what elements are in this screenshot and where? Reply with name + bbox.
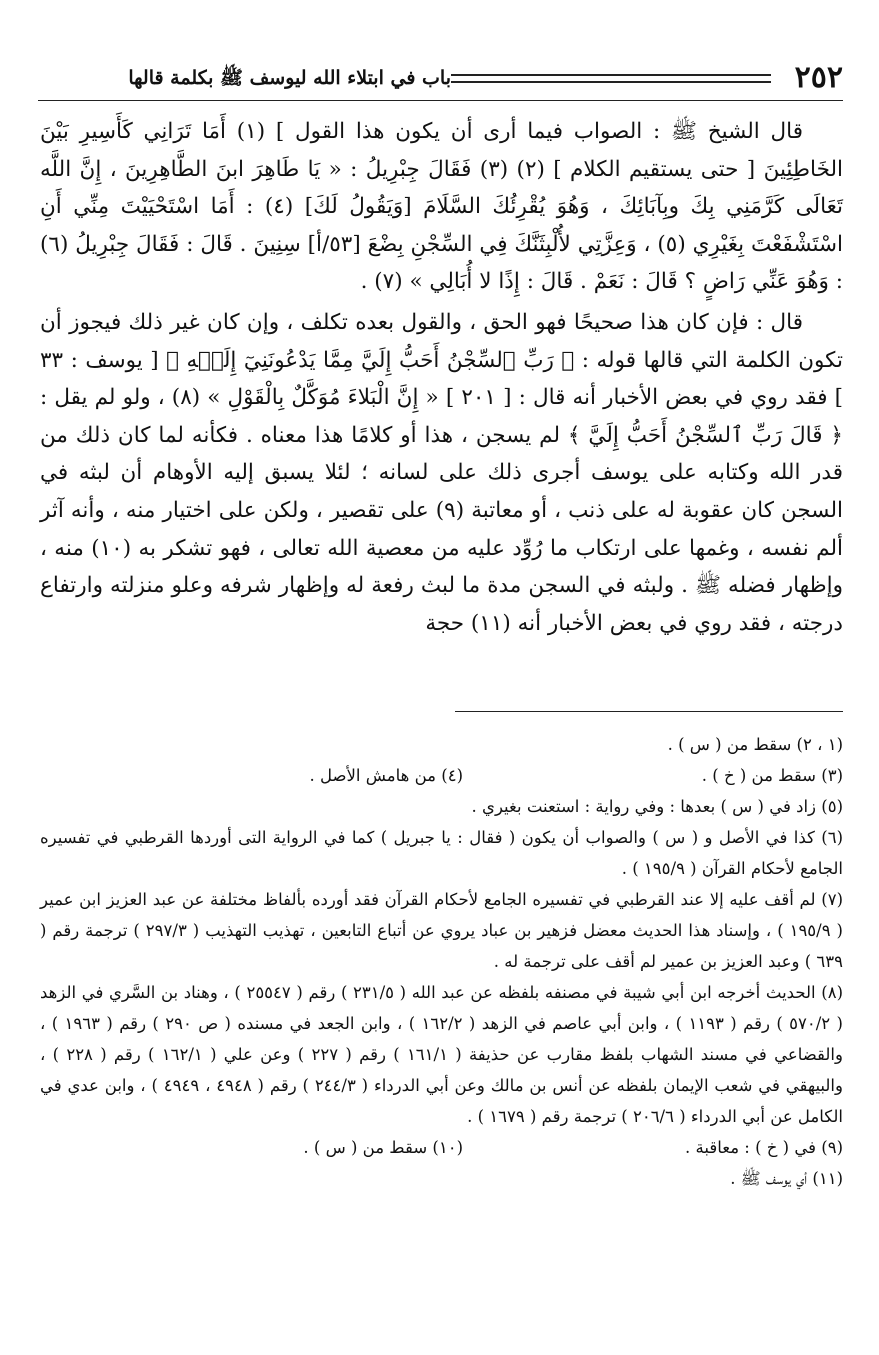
paragraph-text: قال الشيخ ﷺ : الصواب فيما أرى أن يكون هذا القول ] (١) أَمَا تَرَانِي كَأَسِيرِ بَيْنَ الخَاطِئِينَ [ حتى يستقيم الكلام ] (٢) (٣) فَقَالَ جِبْرِيلُ : « يَا طَاهِرَ ابنَ الطَّاهِرِينَ ، إِنَّ اللَّه تَعَالَى كَرَّمَنِي بِكَ وبِآبَائِكَ ، وَهُوَ يُقْرِئُكَ السَّلَامَ [وَيَقُولُ لَكَ] (٤) : أَمَا اسْتَحْيَيْتَ مِنِّي أَنِ اسْتَشْفَعْتَ بِغَيْرِي (٥) ، وَعِزَّتِي لأُلْبِثَنَّكَ فِي السِّجْنِ بِضْعَ [٥٣/أ] سِنِينَ . قَالَ : فَقَالَ جِبْرِيلُ (٦) : وَهُوَ عَنِّي رَاضٍ ؟ قَالَ : نَعَمْ . قَالَ : إِذًا لا أُبَالِي » (٧) . — [40, 119, 844, 295]
footnotes — [40, 729, 843, 1194]
footnote-row — [40, 760, 843, 791]
page-header — [38, 58, 843, 102]
footnote: (٩) في ( خ ) : معاقبة . — [685, 1138, 843, 1157]
footnote: (٤) من هامش الأصل . — [309, 766, 463, 785]
page-number: ٢٥٢ — [794, 60, 843, 95]
footnote: (٦) كذا في الأصل و ( س ) والصواب أن يكون ( فقال : يا جبريل ) كما في الرواية التى أوردها القرطبي في تفسيره الجامع لأحكام القرآن ( ١٩٥/٩ ) . — [40, 828, 843, 878]
running-title: باب في ابتلاء الله ليوسف ﷺ بكلمة قالها — [120, 64, 451, 92]
footnote: (١٠) سقط من ( س ) . — [303, 1138, 463, 1157]
footnote: (١ ، ٢) سقط من ( س ) . — [667, 735, 843, 754]
paragraph-text: قال : فإن كان هذا صحيحًا فهو الحق ، والقول بعده تكلف ، وإن كان غير ذلك فيجوز أن تكون الكلمة التي قالها قوله : ﴿ رَبِّ ٱلسِّجْنُ أَحَبُّ إِلَيَّ مِمَّا يَدْعُونَنِيٓ إِلَيۡهِ ﴾ [ يوسف : ٣٣ ] فقد روي في بعض الأخبار أنه قال : [ ٢٠١ ] « إِنَّ الْبَلاءَ مُوَكَّلٌ بِالْقَوْلِ » (٨) ، ولو لم يقل : ﴿ قَالَ رَبِّ ٱلسِّجْنُ أَحَبُّ إِلَيَّ ﴾ لم يسجن ، هذا أو كلامًا هذا معناه . فكأنه لما كان ذلك من قدر الله وكتابه على يوسف أجرى ذلك على لسانه ؛ لئلا يسبق إليه الأوهام أن لبثه في السجن كان عقوبة له على ذنب ، أو معاتبة (٩) على تقصير ، ولكن على اختيار منه ، وأنه آثر ألم نفسه ، وغمها على ارتكاب ما رُوِّد عليه من معصية الله تعالى ، فهو تشكر به (١٠) منه ، وإظهار فضله ﷺ . ولبثه في السجن مدة ما لبث رفعة له وإظهار شرفه وعلو منزلته وارتفاع درجته ، فقد روي في بعض الأخبار أنه (١١) حجة — [40, 309, 843, 636]
footnote: (٧) لم أقف عليه إلا عند القرطبي في تفسيره الجامع لأحكام القرآن فقد أورده بألفاظ مختلفة عن عبد العزيز ابن عمير ( ١٩٥/٩ ) ، وإسناد هذا الحديث معضل فزهير بن عباد يروي عن أتباع التابعين ، تهذيب التهذيب ( ٢٩٧/٣ ) ترجمة رقم ( ٦٣٩ ) وعبد العزيز بن عمير لم أقف على ترجمة له . — [40, 890, 843, 971]
footnote-row — [40, 1132, 843, 1163]
footnote: (٥) زاد في ( س ) بعدها : وفي رواية : استعنت بغيري . — [471, 797, 843, 816]
main-text — [40, 113, 843, 642]
footnote: (٨) الحديث أخرجه ابن أبي شيبة في مصنفه بلفظه عن عبد الله ( ٢٣١/٥ ) رقم ( ٢٥٥٤٧ ) ، وهناد بن السَّري في الزهد ( ٥٧٠/٢ ) رقم ( ١١٩٣ ) ، وابن أبي عاصم في الزهد ( ١٦٢/٢ ) ، وابن الجعد في مسنده ( ص ٢٩٠ ) رقم ( ١٩٦٣ ) ، والقضاعي في مسند الشهاب بلفظ مقارب عن حذيفة ( ١٦١/١ ) رقم ( ٢٢٧ ) وعن علي ( ١٦٢/١ ) رقم ( ٢٢٨ ) ، والبيهقي في شعب الإيمان بلفظه عن أنس بن مالك وعن أبي الدرداء ( ٢٤٤/٣ ) رقم ( ٤٩٤٨ ، ٤٩٤٩ ) ، وابن عدي في الكامل عن أبي الدرداء ( ٢٠٦/٦ ) ترجمة رقم ( ١٦٧٩ ) . — [40, 983, 843, 1126]
paragraph — [40, 304, 843, 642]
paragraph — [40, 113, 843, 301]
header-rule — [38, 100, 843, 101]
footnote: (١١) أي يوسف ﷺ . — [730, 1169, 843, 1188]
footnote: (٣) سقط من ( خ ) . — [701, 766, 843, 785]
footnote-separator — [455, 711, 843, 712]
